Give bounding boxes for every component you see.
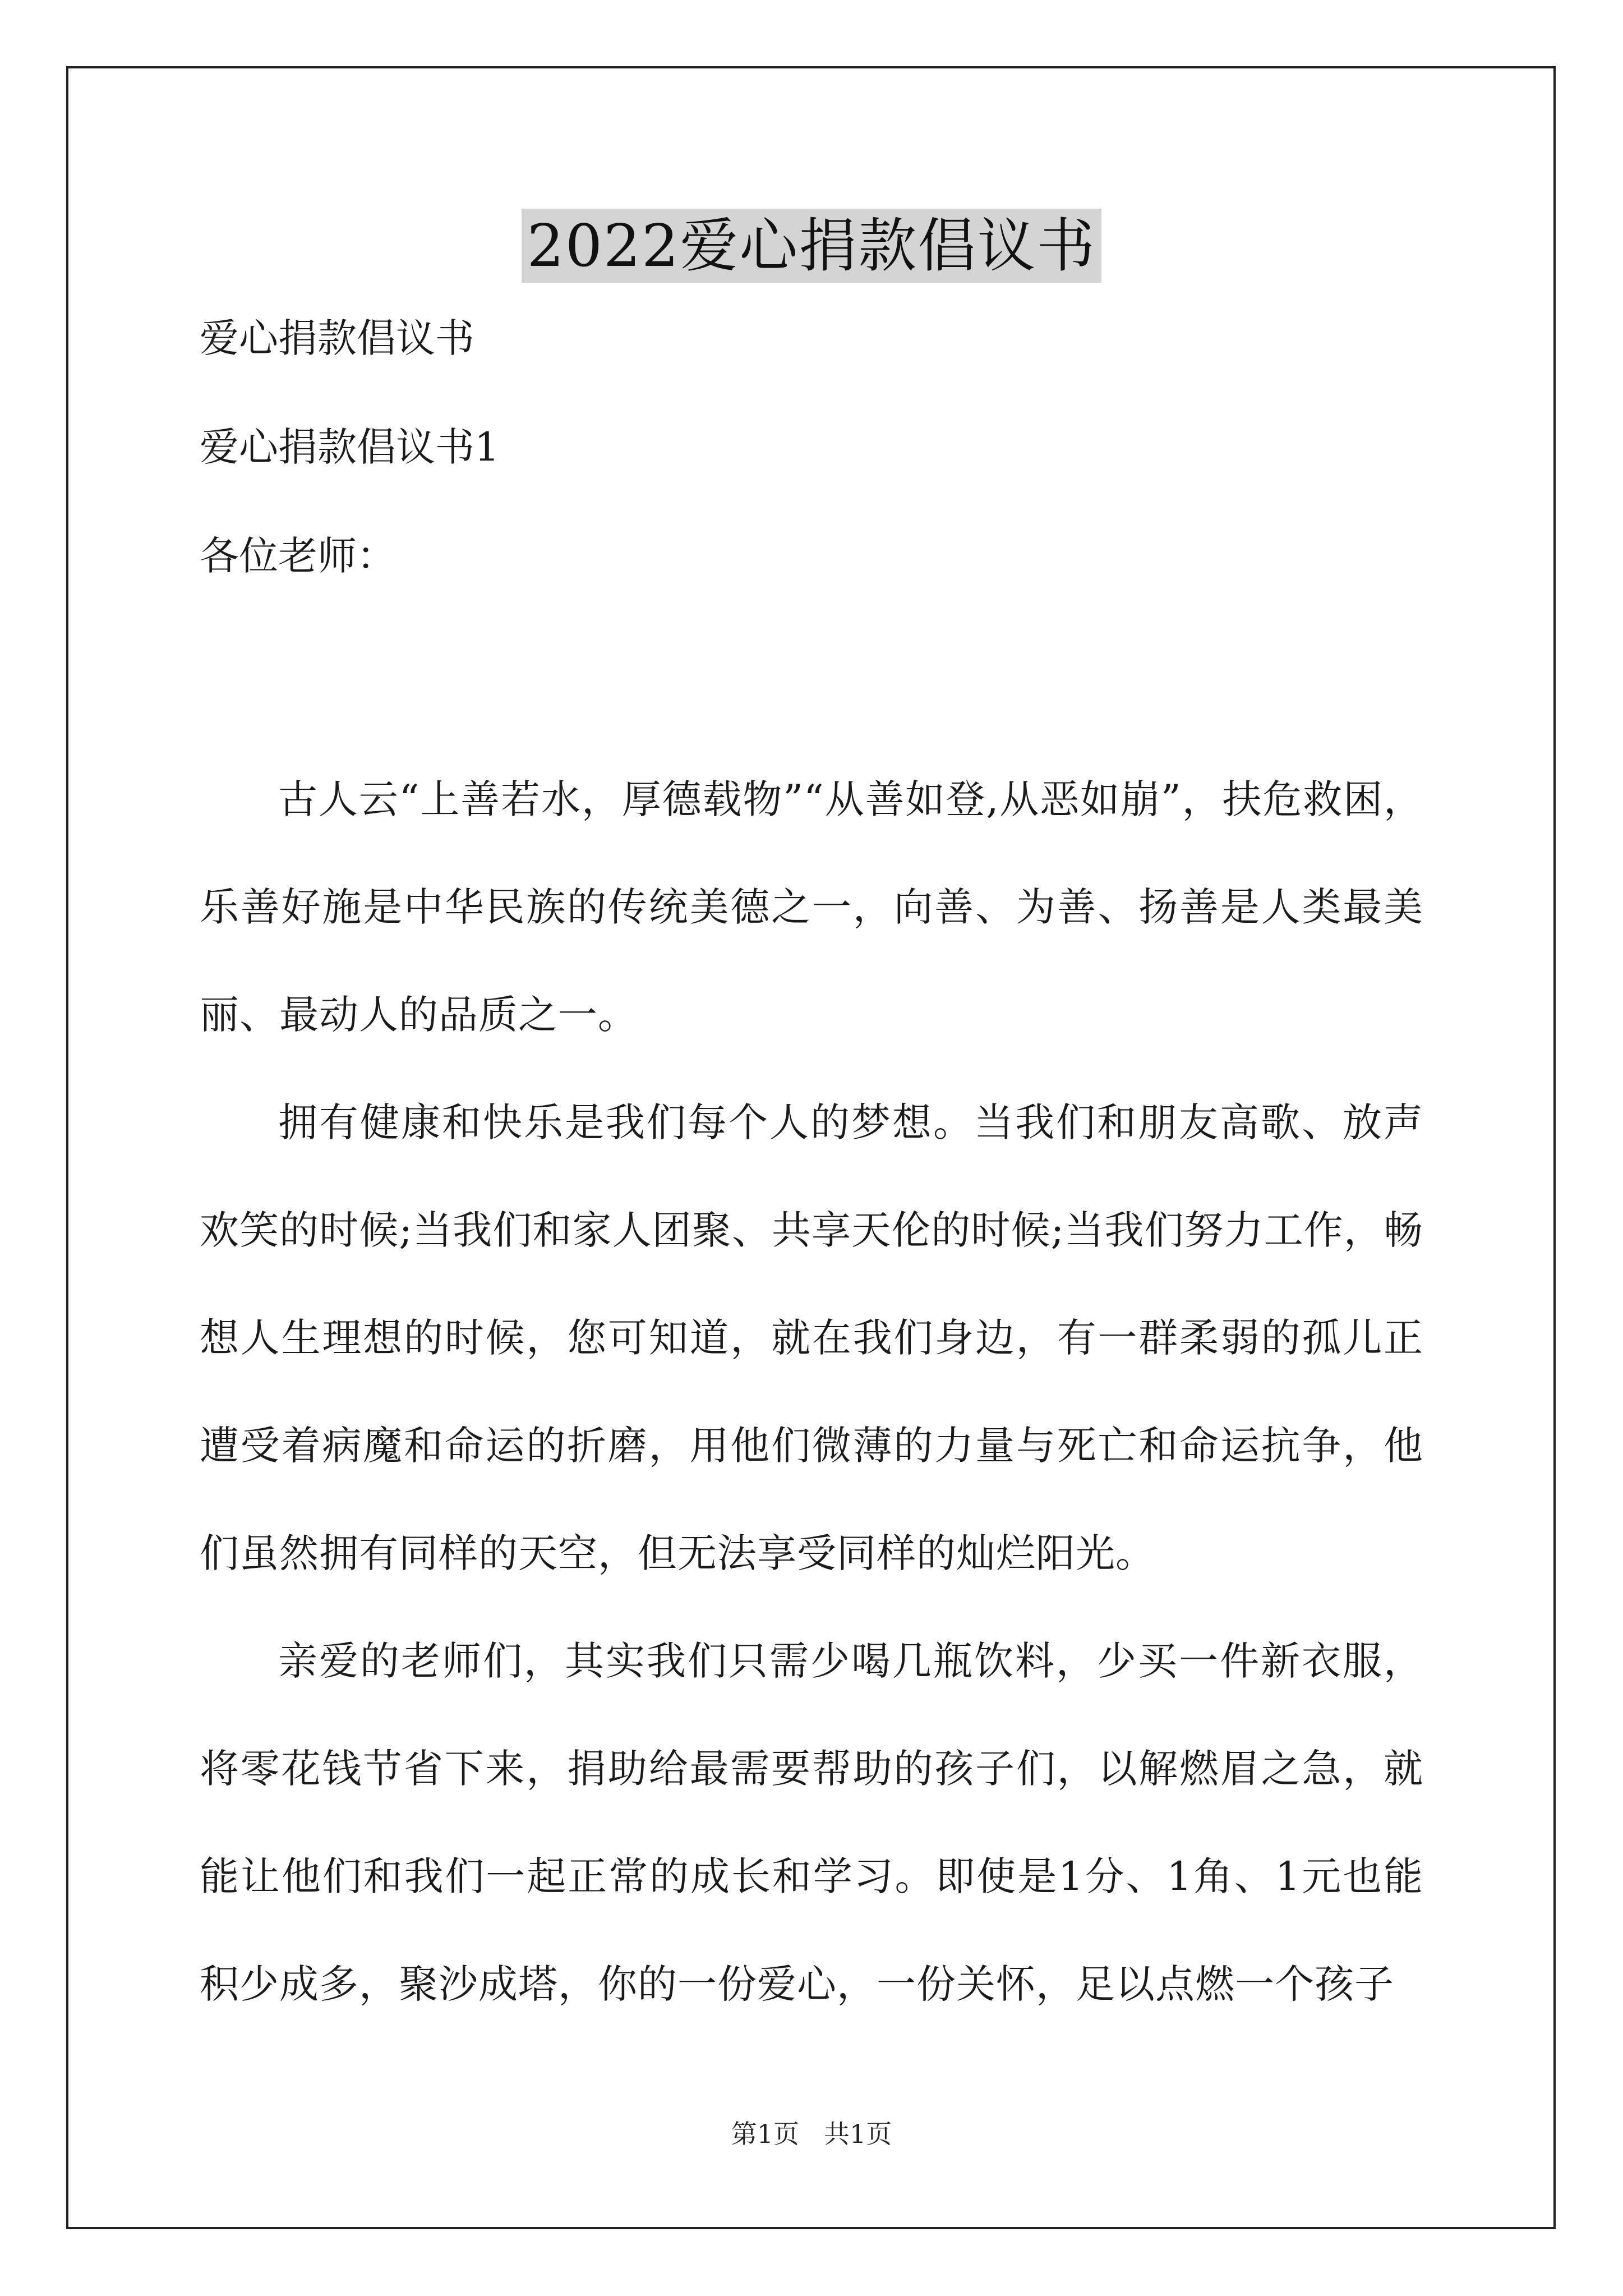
paragraphs (200, 746, 1423, 2038)
paragraph: 亲爱的老师们，其实我们只需少喝几瓶饮料，少买一件新衣服，将零花钱节省下来，捐助给最需要帮助的孩子们，以解燃眉之急，就能让他们和我们一起正常的成长和学习。即使是1分、1角、1元也能积少成多，聚沙成塔，你的一份爱心，一份关怀，足以点燃一个孩子 (200, 1638, 1423, 2007)
paragraph: 古人云“上善若水，厚德载物”“从善如登,从恶如崩”，扶危救困，乐善好施是中华民族的传统美德之一，向善、为善、扬善是人类最美丽、最动人的品质之一。 (200, 776, 1423, 1038)
document-body (200, 311, 1423, 2038)
document-title: 2022爱心捐款倡议书 (522, 209, 1102, 283)
subtitle: 爱心捐款倡议书 (200, 315, 474, 361)
title-container (0, 209, 1623, 283)
page-number: 第1页 (731, 2119, 800, 2149)
paragraph: 拥有健康和快乐是我们每个人的梦想。当我们和朋友高歌、放声欢笑的时候;当我们和家人团聚、共享天伦的时候;当我们努力工作，畅想人生理想的时候，您可知道，就在我们身边，有一群柔弱的孤儿正遭受着病魔和命运的折磨，用他们微薄的力量与死亡和命运抗争，他们虽然拥有同样的天空，但无法享受同样的灿烂阳光。 (200, 1099, 1423, 1576)
salutation: 各位老师： (200, 533, 396, 579)
page-footer (0, 2117, 1623, 2151)
section-heading: 爱心捐款倡议书1 (200, 424, 500, 470)
page-total: 共1页 (823, 2119, 892, 2149)
